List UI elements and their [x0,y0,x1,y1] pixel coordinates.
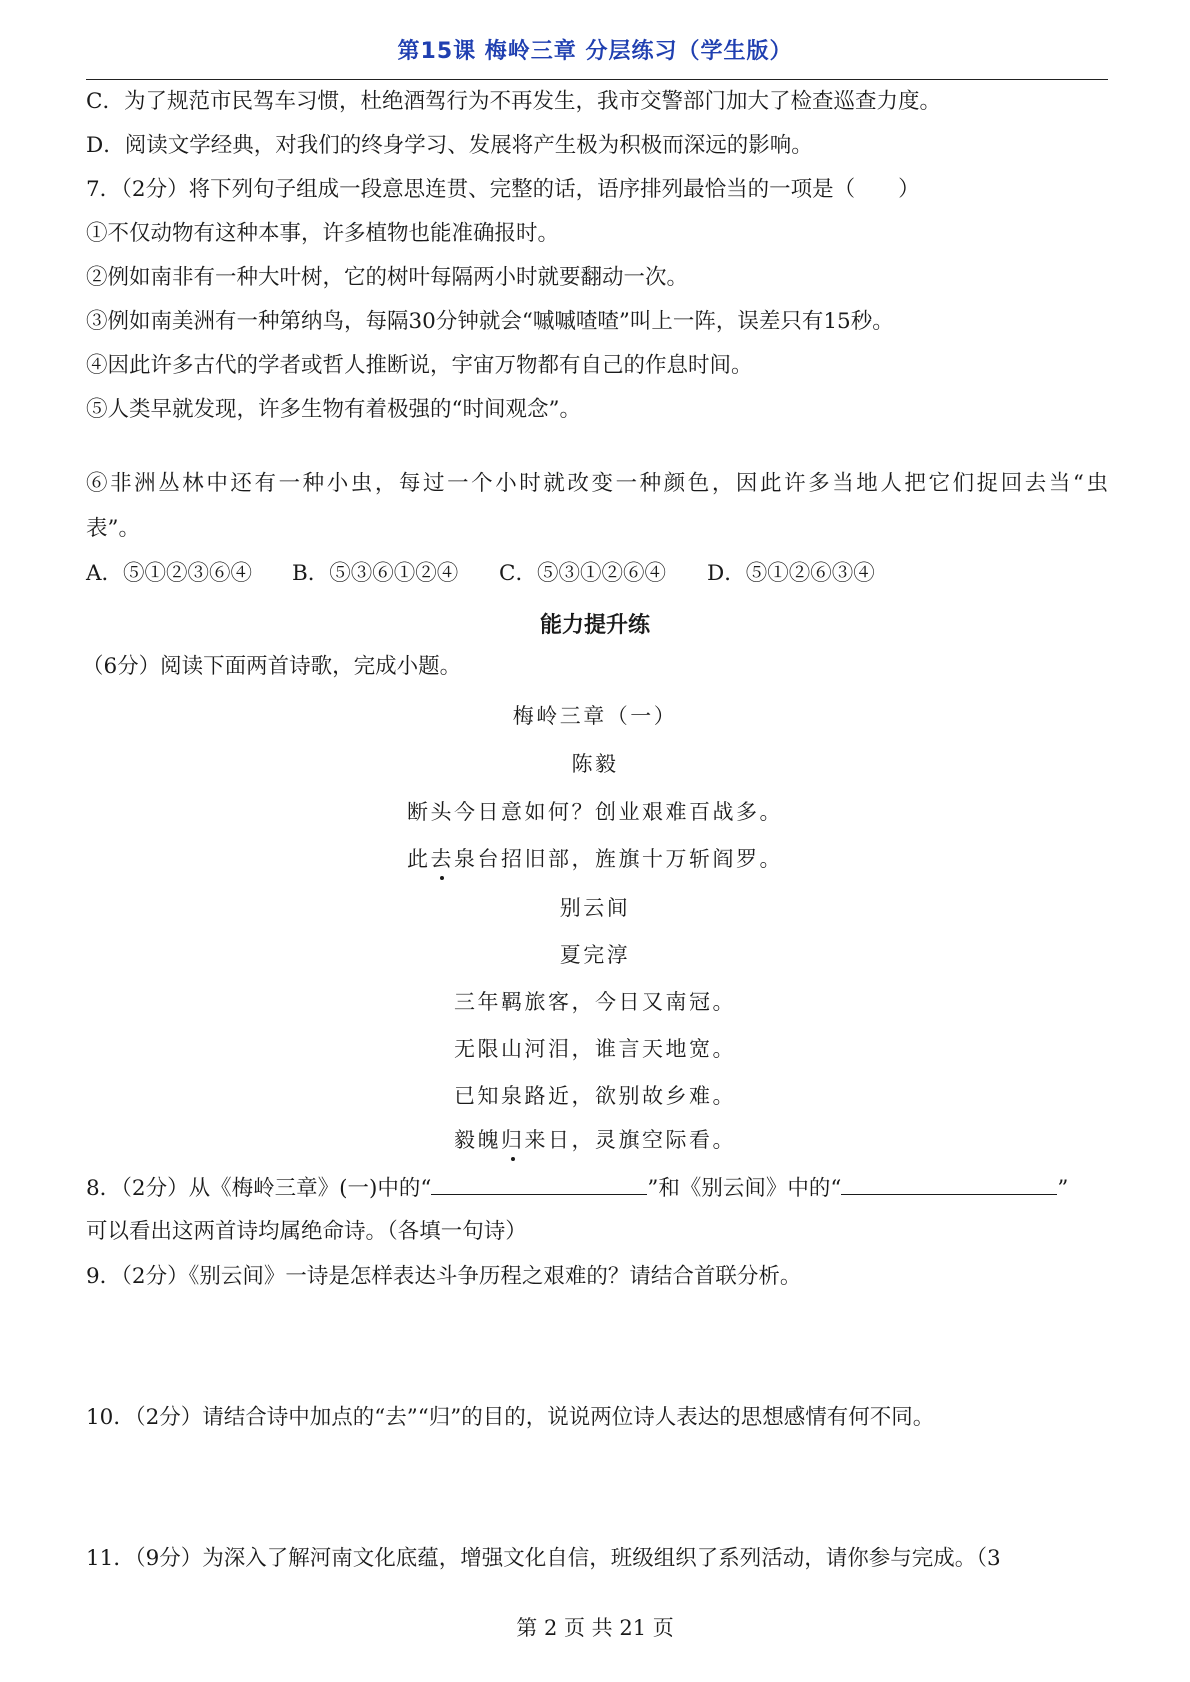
q7-option-d: D．⑤①②⑥③④ [707,561,875,586]
sentence-6-line2: 表”。 [86,516,140,541]
poem2-line2: 无限山河泪，谁言天地宽。 [454,1037,736,1061]
sentence-5: ⑤人类早就发现，许多生物有着极强的“时间观念”。 [86,397,581,422]
question-8-line2: 可以看出这两首诗均属绝命诗。（各填一句诗） [86,1219,527,1244]
page-footer: 第 2 页 共 21 页 [516,1616,674,1640]
dotted-char-gui: 归 [501,1124,525,1154]
poem1-line2-pre: 此 [407,847,431,871]
section-title: 能力提升练 [539,613,650,638]
poem1-author: 陈毅 [571,752,619,776]
page-header-title: 第15课 梅岭三章 分层练习（学生版） [397,39,793,64]
poem2-line1: 三年羁旅客，今日又南冠。 [454,990,736,1014]
q8-part2: ”和《别云间》中的“ [647,1176,842,1201]
q8-part3: ” [1057,1176,1069,1201]
poem2-title: 别云间 [559,896,631,920]
question-10: 10．（2分）请结合诗中加点的“去”“归”的目的，说说两位诗人表达的思想感情有何不同。 [86,1405,935,1430]
sentence-1: ①不仅动物有这种本事，许多植物也能准确报时。 [86,221,560,246]
option-d-text: D．阅读文学经典，对我们的终身学习、发展将产生极为积极而深远的影响。 [86,133,813,158]
sentence-6-line1: ⑥非洲丛林中还有一种小虫，每过一个小时就改变一种颜色，因此许多当地人把它们捉回去当“虫 [86,471,1108,496]
poem2-line4-post: 来日，灵旗空际看。 [524,1128,736,1152]
q8-blank-2[interactable] [841,1172,1057,1195]
section-intro: （6分）阅读下面两首诗歌，完成小题。 [82,654,462,679]
poem2-line4-pre: 毅魄 [454,1128,501,1152]
q7-option-a: A．⑤①②③⑥④ [86,561,253,586]
q7-options [86,560,875,588]
poem1-line2 [0,843,1190,873]
q8-blank-1[interactable] [431,1172,647,1195]
question-8 [86,1172,1068,1203]
sentence-3: ③例如南美洲有一种第纳鸟，每隔30分钟就会“嘁嘁喳喳”叫上一阵，误差只有15秒。 [86,309,894,334]
dotted-char-qu: 去 [431,843,455,873]
q7-option-c: C．⑤③①②⑥④ [499,561,666,586]
poem1-line2-post: 泉台招旧部，旌旗十万斩阎罗。 [454,847,783,871]
sentence-4: ④因此许多古代的学者或哲人推断说，宇宙万物都有自己的作息时间。 [86,353,753,378]
poem1-title: 梅岭三章（一） [512,704,678,728]
question-7: 7．（2分）将下列句子组成一段意思连贯、完整的话，语序排列最恰当的一项是（ ） [86,177,920,202]
q7-option-b: B．⑤③⑥①②④ [292,561,459,586]
q8-part1: 8．（2分）从《梅岭三章》(一)中的“ [86,1176,432,1201]
sentence-2: ②例如南非有一种大叶树，它的树叶每隔两小时就要翻动一次。 [86,265,689,290]
poem1-line1: 断头今日意如何？创业艰难百战多。 [407,800,783,824]
poem2-line3: 已知泉路近，欲别故乡难。 [454,1084,736,1108]
poem2-line4 [0,1124,1190,1154]
header-divider [86,79,1108,80]
question-11: 11．（9分）为深入了解河南文化底蕴，增强文化自信，班级组织了系列活动，请你参与完成。（3 [86,1546,1001,1571]
poem2-author: 夏完淳 [559,943,631,967]
option-c-text: C．为了规范市民驾车习惯，杜绝酒驾行为不再发生，我市交警部门加大了检查巡查力度。 [86,89,941,114]
question-9: 9．（2分）《别云间》一诗是怎样表达斗争历程之艰难的？请结合首联分析。 [86,1264,802,1289]
